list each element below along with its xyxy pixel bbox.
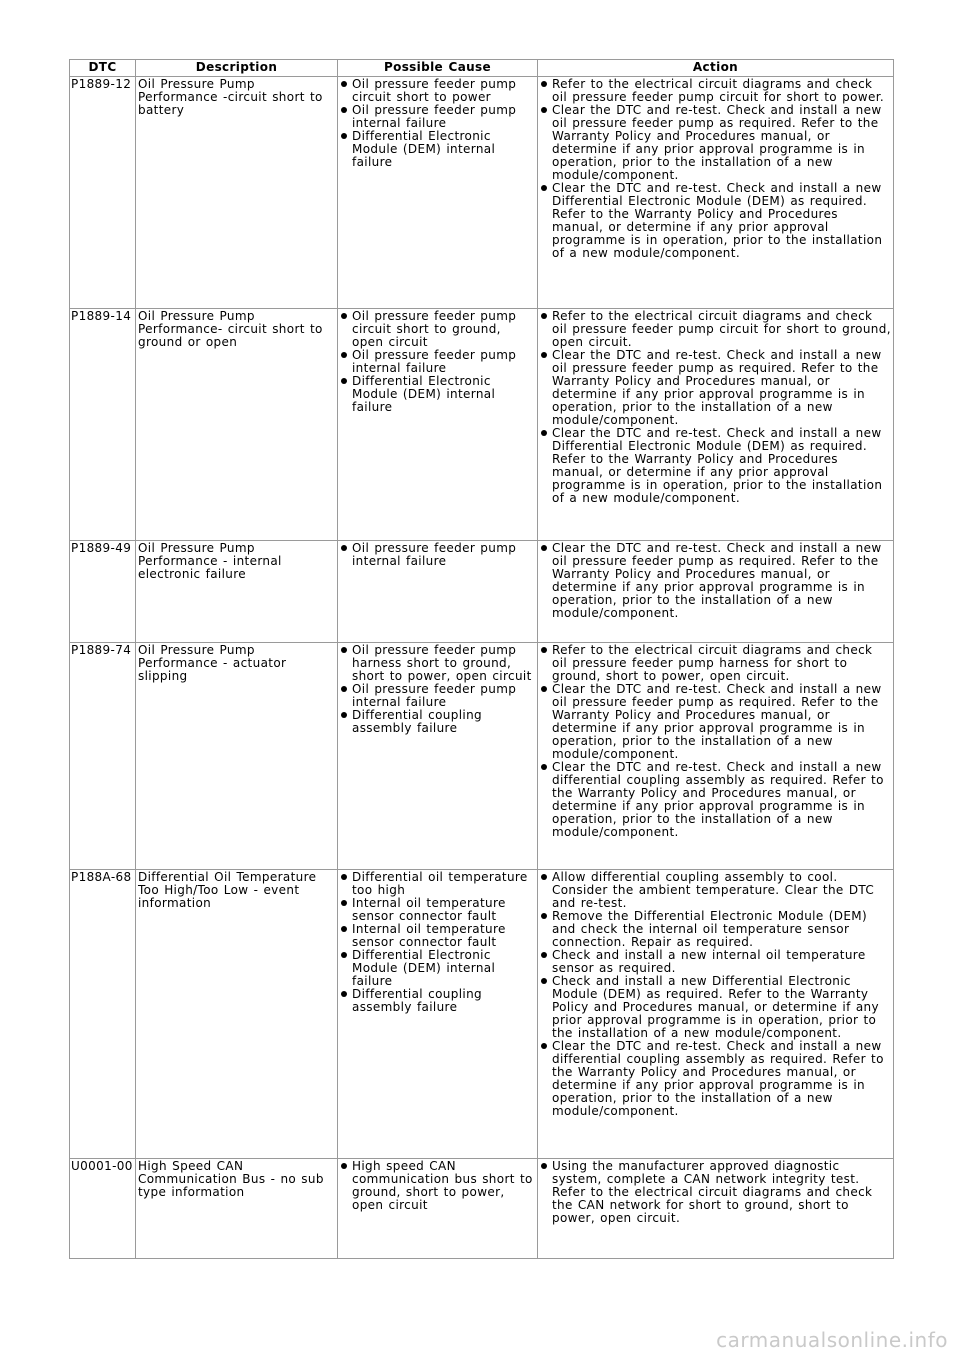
action-list bbox=[540, 871, 891, 1118]
cause-item: Internal oil temperature sensor connector fault bbox=[352, 923, 535, 949]
possible-cause-cell bbox=[338, 541, 538, 643]
action-item: Clear the DTC and re-test. Check and install a new Differential Electronic Module (DEM) as required. Refer to the Warranty Policy and Procedures manual, or determine if any prior approval programme is in operation, prior to the installation of a new module/component. bbox=[552, 427, 891, 505]
action-item: Clear the DTC and re-test. Check and install a new oil pressure feeder pump as required. Refer to the Warranty Policy and Procedures manual, or determine if any prior approval programme is in operation, prior to the installation of a new module/component. bbox=[552, 349, 891, 427]
table-row bbox=[70, 77, 894, 309]
action-header: Action bbox=[538, 60, 894, 77]
possible-cause-cell bbox=[338, 1159, 538, 1259]
cause-item: Differential coupling assembly failure bbox=[352, 988, 535, 1014]
dtc-code: P1889-14 bbox=[70, 309, 136, 541]
action-cell bbox=[538, 541, 894, 643]
cause-item: Oil pressure feeder pump internal failure bbox=[352, 683, 535, 709]
action-item: Using the manufacturer approved diagnostic system, complete a CAN network integrity test. Refer to the electrical circuit diagrams and check the CAN network for short to ground, short to power, open circuit. bbox=[552, 1160, 891, 1225]
cause-item: Differential Electronic Module (DEM) internal failure bbox=[352, 375, 535, 414]
action-cell bbox=[538, 643, 894, 870]
cause-item: Differential coupling assembly failure bbox=[352, 709, 535, 735]
action-list bbox=[540, 310, 891, 505]
possible-cause-cell bbox=[338, 309, 538, 541]
possible-cause-cell bbox=[338, 77, 538, 309]
possible-cause-header: Possible Cause bbox=[338, 60, 538, 77]
cause-item: Oil pressure feeder pump circuit short to ground, open circuit bbox=[352, 310, 535, 349]
action-item: Refer to the electrical circuit diagrams and check oil pressure feeder pump harness for short to ground, short to power, open circuit. bbox=[552, 644, 891, 683]
table-row bbox=[70, 541, 894, 643]
cause-item: Differential Electronic Module (DEM) internal failure bbox=[352, 949, 535, 988]
description-header: Description bbox=[136, 60, 338, 77]
action-item: Clear the DTC and re-test. Check and install a new Differential Electronic Module (DEM) as required. Refer to the Warranty Policy and Procedures manual, or determine if any prior approval programme is in operation, prior to the installation of a new module/component. bbox=[552, 182, 891, 260]
action-item: Clear the DTC and re-test. Check and install a new oil pressure feeder pump as required. Refer to the Warranty Policy and Procedures manual, or determine if any prior approval programme is in operation, prior to the installation of a new module/component. bbox=[552, 683, 891, 761]
table-row bbox=[70, 1159, 894, 1259]
dtc-code: P1889-12 bbox=[70, 77, 136, 309]
cause-item: Oil pressure feeder pump harness short to ground, short to power, open circuit bbox=[352, 644, 535, 683]
action-cell bbox=[538, 870, 894, 1159]
cause-item: Differential oil temperature too high bbox=[352, 871, 535, 897]
action-item: Refer to the electrical circuit diagrams and check oil pressure feeder pump circuit for short to ground, open circuit. bbox=[552, 309, 891, 349]
cause-list bbox=[340, 1160, 535, 1212]
action-list bbox=[540, 644, 891, 839]
table-row bbox=[70, 309, 894, 541]
table-row bbox=[70, 870, 894, 1159]
dtc-description: Oil Pressure Pump Performance- circuit short to ground or open bbox=[136, 309, 338, 541]
table-row bbox=[70, 643, 894, 870]
cause-item: High speed CAN communication bus short to ground, short to power, open circuit bbox=[352, 1160, 535, 1212]
watermark: carmanualsonline.info bbox=[716, 1328, 948, 1352]
cause-item: Oil pressure feeder pump internal failure bbox=[352, 542, 535, 568]
dtc-table bbox=[69, 59, 894, 1259]
dtc-description: High Speed CAN Communication Bus - no sub type information bbox=[136, 1159, 338, 1259]
dtc-description: Oil Pressure Pump Performance -circuit short to battery bbox=[136, 77, 338, 309]
dtc-header: DTC bbox=[70, 60, 136, 77]
table-body bbox=[70, 77, 894, 1259]
possible-cause-cell bbox=[338, 643, 538, 870]
dtc-code: U0001-00 bbox=[70, 1159, 136, 1259]
action-item: Check and install a new internal oil temperature sensor as required. bbox=[552, 949, 891, 975]
dtc-description: Oil Pressure Pump Performance - internal electronic failure bbox=[136, 541, 338, 643]
dtc-description: Differential Oil Temperature Too High/Too Low - event information bbox=[136, 870, 338, 1159]
action-item: Clear the DTC and re-test. Check and install a new differential coupling assembly as required. Refer to the Warranty Policy and Procedures manual, or determine if any prior approval programme is in operation, prior to the installation of a new module/component. bbox=[552, 761, 891, 839]
dtc-code: P188A-68 bbox=[70, 870, 136, 1159]
dtc-code: P1889-49 bbox=[70, 541, 136, 643]
cause-list bbox=[340, 871, 535, 1014]
cause-item: Differential Electronic Module (DEM) internal failure bbox=[352, 130, 535, 169]
action-item: Clear the DTC and re-test. Check and install a new differential coupling assembly as required. Refer to the Warranty Policy and Procedures manual, or determine if any prior approval programme is in operation, prior to the installation of a new module/component. bbox=[552, 1040, 891, 1118]
action-list bbox=[540, 542, 891, 620]
action-list bbox=[540, 1160, 891, 1225]
action-item: Allow differential coupling assembly to cool. Consider the ambient temperature. Clear the DTC and re-test. bbox=[552, 871, 891, 910]
cause-list bbox=[340, 310, 535, 414]
possible-cause-cell bbox=[338, 870, 538, 1159]
action-item: Clear the DTC and re-test. Check and install a new oil pressure feeder pump as required. Refer to the Warranty Policy and Procedures manual, or determine if any prior approval programme is in operation, prior to the installation of a new module/component. bbox=[552, 542, 891, 620]
cause-list bbox=[340, 78, 535, 169]
action-item: Check and install a new Differential Electronic Module (DEM) as required. Refer to the Warranty Policy and Procedures manual, or determine if any prior approval programme is in operation, prior to the installation of a new module/component. bbox=[552, 975, 891, 1040]
cause-item: Oil pressure feeder pump internal failure bbox=[352, 104, 535, 130]
cause-item: Oil pressure feeder pump internal failure bbox=[352, 349, 535, 375]
action-cell bbox=[538, 77, 894, 309]
action-cell bbox=[538, 309, 894, 541]
table-header-row bbox=[70, 60, 894, 77]
cause-item: Oil pressure feeder pump circuit short to power bbox=[352, 78, 535, 104]
dtc-code: P1889-74 bbox=[70, 643, 136, 870]
action-item: Refer to the electrical circuit diagrams and check oil pressure feeder pump circuit for short to power. bbox=[552, 78, 891, 104]
cause-item: Internal oil temperature sensor connector fault bbox=[352, 897, 535, 923]
cause-list bbox=[340, 644, 535, 735]
cause-list bbox=[340, 542, 535, 568]
action-item: Clear the DTC and re-test. Check and install a new oil pressure feeder pump as required. Refer to the Warranty Policy and Procedures manual, or determine if any prior approval programme is in operation, prior to the installation of a new module/component. bbox=[552, 104, 891, 182]
action-cell bbox=[538, 1159, 894, 1259]
action-item: Remove the Differential Electronic Module (DEM) and check the internal oil temperature sensor connection. Repair as required. bbox=[552, 910, 891, 949]
action-list bbox=[540, 78, 891, 260]
dtc-description: Oil Pressure Pump Performance - actuator slipping bbox=[136, 643, 338, 870]
